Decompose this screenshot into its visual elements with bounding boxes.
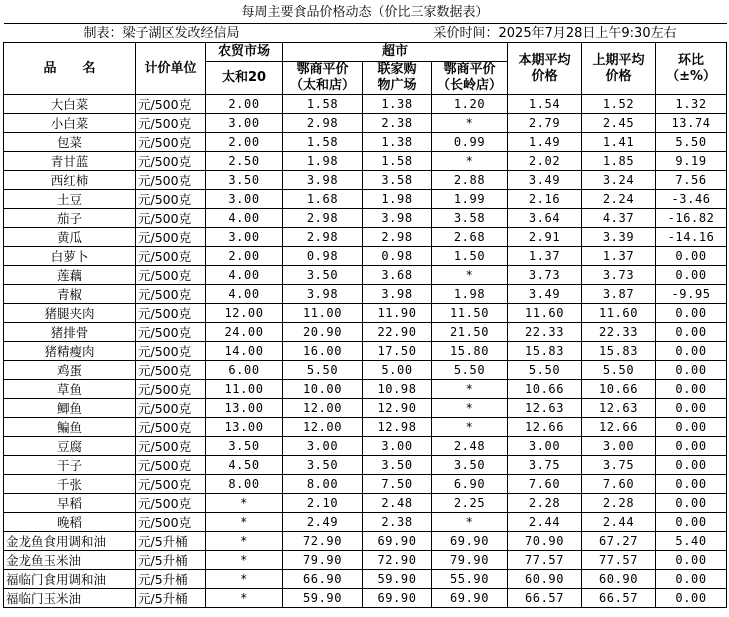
table-row bbox=[4, 114, 727, 133]
cell-current-avg: 3.49 bbox=[508, 171, 582, 190]
cell-prev-avg: 60.90 bbox=[582, 570, 656, 589]
cell-current-avg: 10.66 bbox=[508, 380, 582, 399]
table-row bbox=[4, 171, 727, 190]
cell-ezhou-taihe: 2.98 bbox=[283, 228, 363, 247]
cell-unit: 元/500克 bbox=[136, 285, 206, 304]
cell-ezhou-taihe: 79.90 bbox=[283, 551, 363, 570]
cell-change: 0.00 bbox=[656, 380, 727, 399]
cell-lianjia: 72.90 bbox=[363, 551, 432, 570]
table-row bbox=[4, 361, 727, 380]
cell-lianjia: 3.50 bbox=[363, 456, 432, 475]
cell-ezhou-taihe: 2.98 bbox=[283, 209, 363, 228]
cell-item-name: 鲫鱼 bbox=[4, 399, 136, 418]
cell-current-avg: 2.44 bbox=[508, 513, 582, 532]
table-row bbox=[4, 209, 727, 228]
cell-farm-market: 4.00 bbox=[206, 266, 283, 285]
cell-farm-market: 3.00 bbox=[206, 114, 283, 133]
cell-unit: 元/500克 bbox=[136, 171, 206, 190]
cell-item-name: 西红柿 bbox=[4, 171, 136, 190]
cell-lianjia: 3.98 bbox=[363, 285, 432, 304]
cell-prev-avg: 7.60 bbox=[582, 475, 656, 494]
cell-prev-avg: 1.37 bbox=[582, 247, 656, 266]
cell-lianjia: 1.98 bbox=[363, 190, 432, 209]
cell-ezhou-changling: 1.50 bbox=[432, 247, 508, 266]
cell-farm-market: 2.00 bbox=[206, 247, 283, 266]
cell-ezhou-changling: 5.50 bbox=[432, 361, 508, 380]
cell-unit: 元/500克 bbox=[136, 361, 206, 380]
cell-ezhou-changling: 2.88 bbox=[432, 171, 508, 190]
cell-prev-avg: 1.52 bbox=[582, 95, 656, 114]
cell-farm-market: 13.00 bbox=[206, 418, 283, 437]
cell-current-avg: 3.49 bbox=[508, 285, 582, 304]
cell-prev-avg: 67.27 bbox=[582, 532, 656, 551]
table-row bbox=[4, 551, 727, 570]
cell-ezhou-changling: * bbox=[432, 152, 508, 171]
cell-prev-avg: 2.44 bbox=[582, 513, 656, 532]
cell-farm-market: 3.00 bbox=[206, 190, 283, 209]
cell-unit: 元/500克 bbox=[136, 380, 206, 399]
cell-farm-market: 4.50 bbox=[206, 456, 283, 475]
table-row bbox=[4, 152, 727, 171]
cell-farm-market: 2.00 bbox=[206, 133, 283, 152]
table-row bbox=[4, 513, 727, 532]
cell-ezhou-changling: 0.99 bbox=[432, 133, 508, 152]
cell-ezhou-changling: 69.90 bbox=[432, 532, 508, 551]
cell-current-avg: 1.37 bbox=[508, 247, 582, 266]
cell-change: 0.00 bbox=[656, 551, 727, 570]
table-row bbox=[4, 342, 727, 361]
cell-change: -3.46 bbox=[656, 190, 727, 209]
cell-lianjia: 1.38 bbox=[363, 133, 432, 152]
cell-lianjia: 69.90 bbox=[363, 532, 432, 551]
table-row bbox=[4, 95, 727, 114]
cell-farm-market: 8.00 bbox=[206, 475, 283, 494]
cell-lianjia: 3.68 bbox=[363, 266, 432, 285]
cell-change: 0.00 bbox=[656, 342, 727, 361]
cell-current-avg: 12.63 bbox=[508, 399, 582, 418]
cell-change: 13.74 bbox=[656, 114, 727, 133]
cell-current-avg: 12.66 bbox=[508, 418, 582, 437]
cell-unit: 元/500克 bbox=[136, 114, 206, 133]
cell-item-name: 小白菜 bbox=[4, 114, 136, 133]
cell-farm-market: 24.00 bbox=[206, 323, 283, 342]
cell-unit: 元/5升桶 bbox=[136, 532, 206, 551]
cell-current-avg: 3.64 bbox=[508, 209, 582, 228]
cell-change: -9.95 bbox=[656, 285, 727, 304]
cell-item-name: 福临门食用调和油 bbox=[4, 570, 136, 589]
table-row bbox=[4, 437, 727, 456]
cell-prev-avg: 2.28 bbox=[582, 494, 656, 513]
cell-ezhou-taihe: 3.50 bbox=[283, 266, 363, 285]
header-ezhou-changling: 鄂商平价 （长岭店） bbox=[432, 62, 508, 95]
cell-current-avg: 11.60 bbox=[508, 304, 582, 323]
cell-change: -14.16 bbox=[656, 228, 727, 247]
cell-unit: 元/500克 bbox=[136, 209, 206, 228]
cell-farm-market: * bbox=[206, 513, 283, 532]
table-row bbox=[4, 456, 727, 475]
cell-farm-market: 4.00 bbox=[206, 285, 283, 304]
cell-ezhou-changling: 11.50 bbox=[432, 304, 508, 323]
cell-lianjia: 3.98 bbox=[363, 209, 432, 228]
cell-item-name: 莲藕 bbox=[4, 266, 136, 285]
cell-current-avg: 2.02 bbox=[508, 152, 582, 171]
cell-item-name: 白萝卜 bbox=[4, 247, 136, 266]
cell-unit: 元/500克 bbox=[136, 304, 206, 323]
cell-farm-market: 14.00 bbox=[206, 342, 283, 361]
cell-change: 0.00 bbox=[656, 418, 727, 437]
cell-item-name: 青椒 bbox=[4, 285, 136, 304]
cell-current-avg: 7.60 bbox=[508, 475, 582, 494]
header-supermarket: 超市 bbox=[283, 43, 508, 62]
cell-change: 0.00 bbox=[656, 494, 727, 513]
cell-ezhou-changling: 79.90 bbox=[432, 551, 508, 570]
cell-prev-avg: 2.45 bbox=[582, 114, 656, 133]
cell-ezhou-taihe: 11.00 bbox=[283, 304, 363, 323]
cell-prev-avg: 3.75 bbox=[582, 456, 656, 475]
cell-current-avg: 3.73 bbox=[508, 266, 582, 285]
cell-prev-avg: 1.41 bbox=[582, 133, 656, 152]
cell-ezhou-taihe: 12.00 bbox=[283, 418, 363, 437]
cell-change: 0.00 bbox=[656, 475, 727, 494]
cell-item-name: 晚稻 bbox=[4, 513, 136, 532]
cell-ezhou-taihe: 3.98 bbox=[283, 171, 363, 190]
cell-prev-avg: 10.66 bbox=[582, 380, 656, 399]
cell-item-name: 鳊鱼 bbox=[4, 418, 136, 437]
cell-unit: 元/500克 bbox=[136, 95, 206, 114]
cell-item-name: 黄瓜 bbox=[4, 228, 136, 247]
table-row bbox=[4, 266, 727, 285]
cell-prev-avg: 77.57 bbox=[582, 551, 656, 570]
cell-lianjia: 2.38 bbox=[363, 513, 432, 532]
cell-lianjia: 1.58 bbox=[363, 152, 432, 171]
cell-farm-market: 3.00 bbox=[206, 228, 283, 247]
cell-item-name: 猪排骨 bbox=[4, 323, 136, 342]
cell-ezhou-changling: 1.20 bbox=[432, 95, 508, 114]
table-title: 每周主要食品价格动态（价比三家数据表） bbox=[241, 5, 489, 20]
cell-ezhou-taihe: 2.49 bbox=[283, 513, 363, 532]
cell-item-name: 草鱼 bbox=[4, 380, 136, 399]
price-table bbox=[3, 3, 727, 608]
cell-prev-avg: 3.24 bbox=[582, 171, 656, 190]
cell-unit: 元/500克 bbox=[136, 456, 206, 475]
info-row bbox=[4, 24, 727, 43]
cell-prev-avg: 3.00 bbox=[582, 437, 656, 456]
cell-item-name: 金龙鱼玉米油 bbox=[4, 551, 136, 570]
table-row bbox=[4, 285, 727, 304]
cell-prev-avg: 11.60 bbox=[582, 304, 656, 323]
cell-prev-avg: 66.57 bbox=[582, 589, 656, 608]
cell-change: 0.00 bbox=[656, 570, 727, 589]
cell-lianjia: 17.50 bbox=[363, 342, 432, 361]
cell-change: 7.56 bbox=[656, 171, 727, 190]
table-row bbox=[4, 418, 727, 437]
table-row bbox=[4, 228, 727, 247]
cell-farm-market: 11.00 bbox=[206, 380, 283, 399]
cell-lianjia: 59.90 bbox=[363, 570, 432, 589]
cell-current-avg: 70.90 bbox=[508, 532, 582, 551]
cell-ezhou-changling: 2.68 bbox=[432, 228, 508, 247]
cell-unit: 元/500克 bbox=[136, 399, 206, 418]
table-row bbox=[4, 380, 727, 399]
cell-change: 0.00 bbox=[656, 247, 727, 266]
cell-ezhou-changling: 15.80 bbox=[432, 342, 508, 361]
cell-farm-market: 3.50 bbox=[206, 437, 283, 456]
cell-prev-avg: 3.39 bbox=[582, 228, 656, 247]
cell-change: 1.32 bbox=[656, 95, 727, 114]
cell-ezhou-changling: * bbox=[432, 380, 508, 399]
cell-current-avg: 3.75 bbox=[508, 456, 582, 475]
cell-farm-market: 12.00 bbox=[206, 304, 283, 323]
cell-prev-avg: 12.66 bbox=[582, 418, 656, 437]
cell-ezhou-taihe: 16.00 bbox=[283, 342, 363, 361]
cell-prev-avg: 1.85 bbox=[582, 152, 656, 171]
cell-farm-market: 3.50 bbox=[206, 171, 283, 190]
cell-prev-avg: 3.87 bbox=[582, 285, 656, 304]
cell-current-avg: 2.79 bbox=[508, 114, 582, 133]
cell-current-avg: 15.83 bbox=[508, 342, 582, 361]
cell-ezhou-changling: 69.90 bbox=[432, 589, 508, 608]
cell-item-name: 大白菜 bbox=[4, 95, 136, 114]
table-row bbox=[4, 247, 727, 266]
cell-unit: 元/5升桶 bbox=[136, 551, 206, 570]
header-name: 品 名 bbox=[4, 43, 136, 95]
cell-unit: 元/500克 bbox=[136, 323, 206, 342]
cell-ezhou-taihe: 1.58 bbox=[283, 95, 363, 114]
cell-prev-avg: 22.33 bbox=[582, 323, 656, 342]
cell-change: 0.00 bbox=[656, 437, 727, 456]
cell-item-name: 早稻 bbox=[4, 494, 136, 513]
cell-prev-avg: 5.50 bbox=[582, 361, 656, 380]
cell-ezhou-changling: * bbox=[432, 399, 508, 418]
table-row bbox=[4, 475, 727, 494]
cell-ezhou-taihe: 1.98 bbox=[283, 152, 363, 171]
cell-ezhou-changling: 2.25 bbox=[432, 494, 508, 513]
header-lianjia: 联家购 物广场 bbox=[363, 62, 432, 95]
cell-ezhou-taihe: 66.90 bbox=[283, 570, 363, 589]
cell-current-avg: 2.28 bbox=[508, 494, 582, 513]
cell-lianjia: 2.48 bbox=[363, 494, 432, 513]
cell-ezhou-taihe: 1.58 bbox=[283, 133, 363, 152]
table-row bbox=[4, 570, 727, 589]
cell-farm-market: * bbox=[206, 532, 283, 551]
cell-prev-avg: 2.24 bbox=[582, 190, 656, 209]
cell-item-name: 鸡蛋 bbox=[4, 361, 136, 380]
cell-item-name: 土豆 bbox=[4, 190, 136, 209]
cell-ezhou-taihe: 1.68 bbox=[283, 190, 363, 209]
cell-farm-market: 4.00 bbox=[206, 209, 283, 228]
cell-ezhou-taihe: 8.00 bbox=[283, 475, 363, 494]
cell-unit: 元/500克 bbox=[136, 266, 206, 285]
cell-farm-market: 13.00 bbox=[206, 399, 283, 418]
table-row bbox=[4, 323, 727, 342]
cell-item-name: 福临门玉米油 bbox=[4, 589, 136, 608]
table-row bbox=[4, 494, 727, 513]
cell-ezhou-changling: * bbox=[432, 418, 508, 437]
cell-change: 9.19 bbox=[656, 152, 727, 171]
cell-lianjia: 10.98 bbox=[363, 380, 432, 399]
cell-change: 0.00 bbox=[656, 266, 727, 285]
cell-change: 0.00 bbox=[656, 361, 727, 380]
cell-item-name: 千张 bbox=[4, 475, 136, 494]
cell-change: 0.00 bbox=[656, 456, 727, 475]
cell-lianjia: 12.98 bbox=[363, 418, 432, 437]
cell-change: 0.00 bbox=[656, 323, 727, 342]
cell-current-avg: 1.54 bbox=[508, 95, 582, 114]
cell-lianjia: 69.90 bbox=[363, 589, 432, 608]
cell-ezhou-changling: * bbox=[432, 513, 508, 532]
table-row bbox=[4, 532, 727, 551]
cell-change: -16.82 bbox=[656, 209, 727, 228]
cell-unit: 元/500克 bbox=[136, 342, 206, 361]
cell-ezhou-taihe: 2.10 bbox=[283, 494, 363, 513]
title-row bbox=[4, 3, 727, 24]
cell-current-avg: 2.16 bbox=[508, 190, 582, 209]
cell-prev-avg: 12.63 bbox=[582, 399, 656, 418]
cell-ezhou-taihe: 3.98 bbox=[283, 285, 363, 304]
cell-unit: 元/5升桶 bbox=[136, 570, 206, 589]
cell-lianjia: 3.58 bbox=[363, 171, 432, 190]
cell-current-avg: 1.49 bbox=[508, 133, 582, 152]
cell-current-avg: 66.57 bbox=[508, 589, 582, 608]
table-row bbox=[4, 399, 727, 418]
cell-change: 0.00 bbox=[656, 399, 727, 418]
cell-unit: 元/500克 bbox=[136, 190, 206, 209]
cell-ezhou-changling: 3.58 bbox=[432, 209, 508, 228]
maker-label: 制表：梁子湖区发改经信局 bbox=[4, 24, 432, 43]
cell-farm-market: * bbox=[206, 570, 283, 589]
cell-current-avg: 5.50 bbox=[508, 361, 582, 380]
cell-unit: 元/500克 bbox=[136, 513, 206, 532]
cell-item-name: 金龙鱼食用调和油 bbox=[4, 532, 136, 551]
table-row bbox=[4, 133, 727, 152]
cell-ezhou-taihe: 72.90 bbox=[283, 532, 363, 551]
collection-time: 采价时间：2025年7月28日上午9:30左右 bbox=[432, 24, 727, 43]
cell-unit: 元/500克 bbox=[136, 228, 206, 247]
cell-item-name: 茄子 bbox=[4, 209, 136, 228]
header-farm-market-sub: 太和20 bbox=[206, 62, 283, 95]
cell-lianjia: 2.38 bbox=[363, 114, 432, 133]
cell-ezhou-taihe: 0.98 bbox=[283, 247, 363, 266]
cell-prev-avg: 4.37 bbox=[582, 209, 656, 228]
cell-ezhou-taihe: 12.00 bbox=[283, 399, 363, 418]
cell-current-avg: 3.00 bbox=[508, 437, 582, 456]
header-change: 环比 （±%） bbox=[656, 43, 727, 95]
cell-ezhou-taihe: 20.90 bbox=[283, 323, 363, 342]
cell-current-avg: 2.91 bbox=[508, 228, 582, 247]
cell-item-name: 干子 bbox=[4, 456, 136, 475]
header-row-1 bbox=[4, 43, 727, 62]
cell-lianjia: 1.38 bbox=[363, 95, 432, 114]
cell-ezhou-changling: 1.98 bbox=[432, 285, 508, 304]
header-prev-avg: 上期平均 价格 bbox=[582, 43, 656, 95]
cell-farm-market: 2.00 bbox=[206, 95, 283, 114]
cell-ezhou-changling: * bbox=[432, 114, 508, 133]
cell-farm-market: 2.50 bbox=[206, 152, 283, 171]
cell-lianjia: 3.00 bbox=[363, 437, 432, 456]
header-ezhou-taihe: 鄂商平价 （太和店） bbox=[283, 62, 363, 95]
cell-farm-market: 6.00 bbox=[206, 361, 283, 380]
table-row bbox=[4, 190, 727, 209]
cell-change: 5.50 bbox=[656, 133, 727, 152]
cell-prev-avg: 3.73 bbox=[582, 266, 656, 285]
cell-current-avg: 77.57 bbox=[508, 551, 582, 570]
header-current-avg: 本期平均 价格 bbox=[508, 43, 582, 95]
cell-item-name: 猪精瘦肉 bbox=[4, 342, 136, 361]
cell-lianjia: 11.90 bbox=[363, 304, 432, 323]
cell-lianjia: 5.00 bbox=[363, 361, 432, 380]
header-farm-market: 农贸市场 bbox=[206, 43, 283, 62]
table-row bbox=[4, 589, 727, 608]
cell-unit: 元/500克 bbox=[136, 152, 206, 171]
cell-current-avg: 22.33 bbox=[508, 323, 582, 342]
cell-unit: 元/5升桶 bbox=[136, 589, 206, 608]
cell-item-name: 包菜 bbox=[4, 133, 136, 152]
cell-unit: 元/500克 bbox=[136, 133, 206, 152]
cell-farm-market: * bbox=[206, 551, 283, 570]
cell-ezhou-changling: 21.50 bbox=[432, 323, 508, 342]
cell-ezhou-changling: 1.99 bbox=[432, 190, 508, 209]
cell-current-avg: 60.90 bbox=[508, 570, 582, 589]
cell-farm-market: * bbox=[206, 494, 283, 513]
cell-ezhou-taihe: 3.00 bbox=[283, 437, 363, 456]
cell-ezhou-taihe: 10.00 bbox=[283, 380, 363, 399]
cell-ezhou-changling: 3.50 bbox=[432, 456, 508, 475]
cell-ezhou-changling: 55.90 bbox=[432, 570, 508, 589]
cell-unit: 元/500克 bbox=[136, 475, 206, 494]
cell-change: 5.40 bbox=[656, 532, 727, 551]
cell-ezhou-changling: 2.48 bbox=[432, 437, 508, 456]
cell-unit: 元/500克 bbox=[136, 247, 206, 266]
cell-ezhou-taihe: 3.50 bbox=[283, 456, 363, 475]
cell-ezhou-taihe: 2.98 bbox=[283, 114, 363, 133]
cell-item-name: 青甘蓝 bbox=[4, 152, 136, 171]
cell-farm-market: * bbox=[206, 589, 283, 608]
cell-item-name: 猪腿夹肉 bbox=[4, 304, 136, 323]
cell-unit: 元/500克 bbox=[136, 437, 206, 456]
cell-ezhou-taihe: 5.50 bbox=[283, 361, 363, 380]
cell-ezhou-changling: * bbox=[432, 266, 508, 285]
cell-unit: 元/500克 bbox=[136, 418, 206, 437]
cell-unit: 元/500克 bbox=[136, 494, 206, 513]
table-row bbox=[4, 304, 727, 323]
price-sheet bbox=[3, 3, 726, 608]
cell-prev-avg: 15.83 bbox=[582, 342, 656, 361]
cell-lianjia: 2.98 bbox=[363, 228, 432, 247]
cell-lianjia: 12.90 bbox=[363, 399, 432, 418]
cell-change: 0.00 bbox=[656, 513, 727, 532]
cell-ezhou-taihe: 59.90 bbox=[283, 589, 363, 608]
cell-lianjia: 22.90 bbox=[363, 323, 432, 342]
header-unit: 计价单位 bbox=[136, 43, 206, 95]
cell-lianjia: 7.50 bbox=[363, 475, 432, 494]
cell-change: 0.00 bbox=[656, 304, 727, 323]
cell-change: 0.00 bbox=[656, 589, 727, 608]
cell-item-name: 豆腐 bbox=[4, 437, 136, 456]
cell-ezhou-changling: 6.90 bbox=[432, 475, 508, 494]
cell-lianjia: 0.98 bbox=[363, 247, 432, 266]
